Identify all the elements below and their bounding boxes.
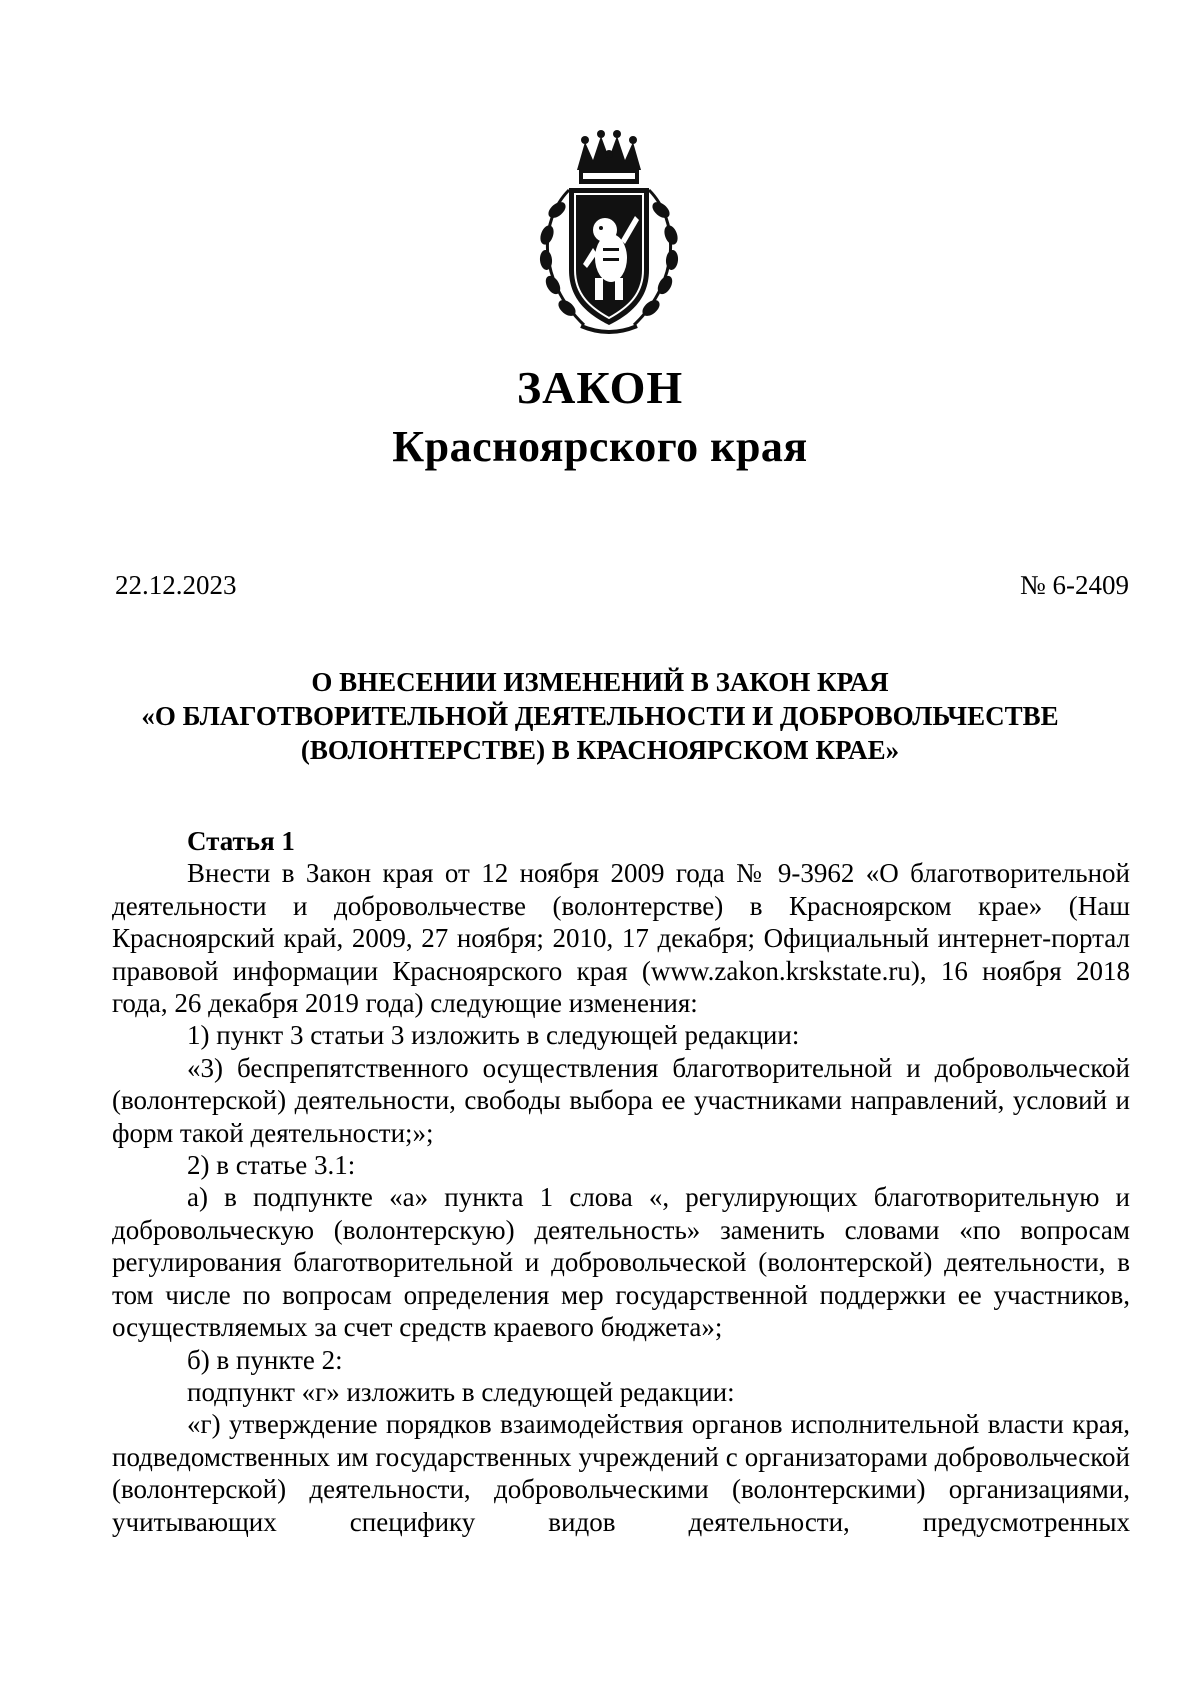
article-paragraph: а) в подпункте «а» пункта 1 слова «, регулирующих благотворительную и добровольческую (волонтерскую) деятельность» заменить словами «по вопросам регулирования благотворительной и добровольческой (волонтерской) деятельности, в том числе по вопросам определения мер государственной поддержки ее участников, осуществляемых за счет средств краевого бюджета»;	[112, 1182, 1130, 1343]
law-title: ЗАКОН	[516, 362, 684, 413]
article-paragraph: подпункт «г» изложить в следующей редакции:	[187, 1376, 735, 1407]
article-paragraph: б) в пункте 2:	[187, 1344, 343, 1375]
article-paragraph: Внести в Закон края от 12 ноября 2009 года № 9-3962 «О благотворительной деятельности и добровольчестве (волонтерстве) в Красноярском крае» (Наш Красноярский край, 2009, 27 ноября; 2010, 17 декабря; Официальный интернет-портал правовой информации Красноярского края (www.zakon.krskstate.ru), 16 ноября 2018 года, 26 декабря 2019 года) следующие изменения:	[112, 858, 1130, 1019]
article-body	[112, 825, 1130, 1538]
article-paragraph: «г) утверждение порядков взаимодействия органов исполнительной власти края, подведомственных им государственных учреждений с организаторами добровольческой (волонтерской) деятельности, добровольческими (волонтерскими) организациями, учитывающих специфику видов деятельности, предусмотренных	[112, 1409, 1130, 1537]
subject-line: «О БЛАГОТВОРИТЕЛЬНОЙ ДЕЯТЕЛЬНОСТИ И ДОБРОВОЛЬЧЕСТВЕ	[141, 701, 1059, 731]
article-paragraph: «3) беспрепятственного осуществления благотворительной и добровольческой (волонтерской) деятельности, свободы выбора ее участниками направлений, условий и форм такой деятельности;»;	[112, 1052, 1130, 1148]
article-paragraph: 2) в статье 3.1:	[187, 1150, 356, 1181]
law-region-title: Красноярского края	[392, 422, 808, 471]
article-heading: Статья 1	[187, 826, 295, 856]
law-number: № 6-2409	[1019, 570, 1129, 600]
article-paragraph: 1) пункт 3 статьи 3 изложить в следующей редакции:	[187, 1020, 800, 1051]
law-subject	[0, 665, 1200, 767]
law-date: 22.12.2023	[115, 570, 237, 600]
coat-of-arms-icon	[529, 130, 689, 340]
subject-line: О ВНЕСЕНИИ ИЗМЕНЕНИЙ В ЗАКОН КРАЯ	[311, 667, 889, 697]
subject-line: (ВОЛОНТЕРСТВЕ) В КРАСНОЯРСКОМ КРАЕ»	[300, 735, 900, 765]
